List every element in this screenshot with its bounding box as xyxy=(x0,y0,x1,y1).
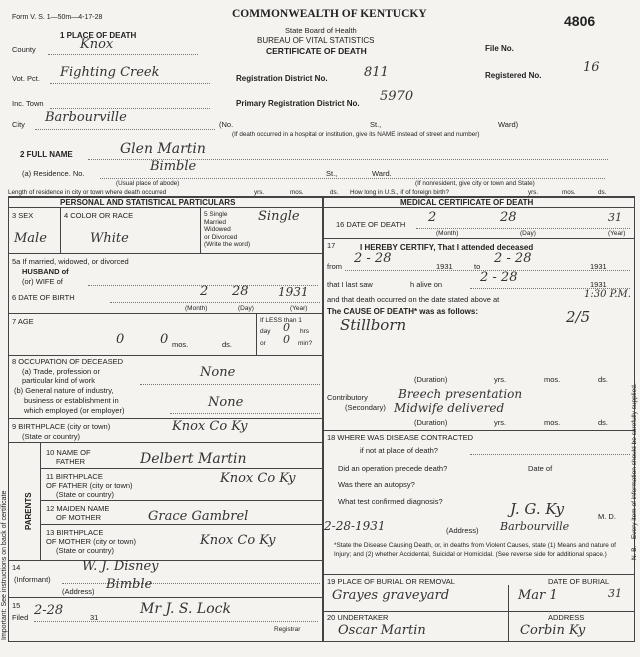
operation-date-label: Date of xyxy=(528,464,553,473)
sex-label: 3 SEX xyxy=(12,211,34,220)
certify-text: I HEREBY CERTIFY, That I attended deceased xyxy=(360,243,534,252)
age-label: 7 AGE xyxy=(12,317,34,326)
vot-pct-value: Fighting Creek xyxy=(60,65,160,80)
occupation-a-label-2: particular kind of work xyxy=(22,376,95,385)
mother-bp-label-2: OF MOTHER (city or town) xyxy=(46,537,137,546)
no-label: (No. xyxy=(219,120,234,129)
to-label: to xyxy=(474,262,481,271)
registered-no-label: Registered No. xyxy=(485,71,542,80)
less-day-label-2: day xyxy=(260,328,271,335)
from-date: 2 - 28 xyxy=(354,251,392,266)
nonresident-note: (If nonresident, give city or town and State) xyxy=(415,180,535,187)
father-label-2: FATHER xyxy=(56,457,86,466)
informant-address: Bimble xyxy=(106,577,153,592)
mother-bp-value: Knox Co Ky xyxy=(200,533,276,548)
full-name-label: 2 FULL NAME xyxy=(20,150,73,159)
length-residence-label: Length of residence in city or town where death occurred xyxy=(8,189,167,196)
filed-num: 15 xyxy=(12,601,21,610)
less-hrs-value: 0 xyxy=(283,321,290,334)
color-value: White xyxy=(90,231,129,246)
reg-district-value: 811 xyxy=(364,65,389,80)
autopsy-label: Was there an autopsy? xyxy=(338,480,415,489)
residence-st: St., xyxy=(326,169,338,178)
informant-value: W. J. Disney xyxy=(82,559,159,574)
mos-label: mos. xyxy=(290,189,304,196)
burial-year: 31 xyxy=(608,587,622,600)
duration-yrs: yrs. xyxy=(494,375,507,384)
how-long-label: How long in U.S., if of foreign birth? xyxy=(350,189,450,196)
last-saw-date: 2 - 28 xyxy=(480,270,518,285)
occupation-value: None xyxy=(200,365,236,380)
spouse-label-3: (or) WIFE of xyxy=(22,277,63,286)
cause-extra: 2/5 xyxy=(566,308,591,326)
q18-sub: if not at place of death? xyxy=(360,446,438,455)
medical-section-title: MEDICAL CERTIFICATE OF DEATH xyxy=(400,198,534,207)
yrs-label: yrs. xyxy=(254,189,265,196)
occupation-b-label-2: business or establishment in xyxy=(24,396,119,405)
min-label: min? xyxy=(298,340,313,347)
inc-town-label: Inc. Town xyxy=(12,99,44,108)
duration-ds-2: ds. xyxy=(598,418,609,427)
ds-label-2: ds. xyxy=(598,189,607,196)
father-bp-label-2: OF FATHER (city or town) xyxy=(46,481,133,490)
contributory-label: Contributory xyxy=(327,393,368,402)
ds-label: ds. xyxy=(330,189,339,196)
physician-signature: J. G. Ky xyxy=(510,500,565,518)
spouse-label-2: HUSBAND of xyxy=(22,267,69,276)
yrs-label-2: yrs. xyxy=(528,189,539,196)
to-date: 2 - 28 xyxy=(494,251,532,266)
birthplace-sub: (State or country) xyxy=(22,432,80,441)
sex-value: Male xyxy=(14,231,47,246)
father-bp-label-1: 11 BIRTHPLACE xyxy=(46,472,103,481)
personal-section-title: PERSONAL AND STATISTICAL PARTICULARS xyxy=(60,198,236,207)
color-label: 4 COLOR OR RACE xyxy=(64,211,134,220)
duration-yrs-2: yrs. xyxy=(494,418,507,427)
dob-year-caption: (Year) xyxy=(290,305,308,312)
residence-label: (a) Residence. No. xyxy=(22,169,85,178)
burial-label: 19 PLACE OF BURIAL OR REMOVAL xyxy=(327,577,455,586)
occupation-b-label: (b) General nature of industry, xyxy=(14,386,114,395)
burial-date-label: DATE OF BURIAL xyxy=(548,577,610,586)
alive-label: h alive on xyxy=(410,280,443,289)
city-label: City xyxy=(12,120,25,129)
registrar-signature: Mr J. S. Lock xyxy=(140,601,231,617)
informant-sub: (Informant) xyxy=(14,575,51,584)
reg-district-label: Registration District No. xyxy=(236,74,328,83)
death-year: 31 xyxy=(608,211,622,224)
duration-mos: mos. xyxy=(544,375,561,384)
contributory-value-2: Midwife delivered xyxy=(394,401,505,415)
birthplace-value: Knox Co Ky xyxy=(172,419,248,434)
md-label: M. D. xyxy=(598,512,616,521)
age-yrs: 0 xyxy=(116,332,125,347)
county-label: County xyxy=(12,45,36,54)
undertaker-name: Oscar Martin xyxy=(338,623,426,638)
age-ds-label: ds. xyxy=(222,340,233,349)
cert-num: 17 xyxy=(327,241,336,250)
hospital-note: (If death occurred in a hospital or institution, give its NAME instead of street and number) xyxy=(232,131,480,138)
file-no-label: File No. xyxy=(485,44,514,53)
dob-month: 2 xyxy=(200,284,209,299)
death-year-caption: (Year) xyxy=(608,230,626,237)
death-month: 2 xyxy=(428,210,437,225)
file-number: 4806 xyxy=(564,13,596,29)
burial-place: Grayes graveyard xyxy=(332,588,450,603)
bureau: BUREAU OF VITAL STATISTICS xyxy=(257,36,375,45)
from-year: 1931 xyxy=(436,262,453,271)
dob-year: 1931 xyxy=(278,285,309,299)
hrs-label: hrs xyxy=(300,328,310,335)
dob-month-caption: (Month) xyxy=(185,305,208,312)
burial-date: Mar 1 xyxy=(518,588,558,603)
mos-label-2: mos. xyxy=(562,189,576,196)
father-label-1: 10 NAME OF xyxy=(46,448,91,457)
q18-label: 18 WHERE WAS DISEASE CONTRACTED xyxy=(327,433,473,442)
father-bp-label-3: (State or country) xyxy=(56,490,114,499)
cause-note: *State the Disease Causing Death, or, in deaths from Violent Causes, state (1) Means and nature of Injury; and (2) whether Accidental, Suicidal or Homicidal. (See reverse side for additional space.) xyxy=(334,542,616,558)
dob-day-caption: (Day) xyxy=(238,305,254,312)
county-value: Knox xyxy=(80,37,114,52)
last-saw-year: 1931 xyxy=(590,280,607,289)
residence-ward: Ward. xyxy=(372,169,392,178)
ward-label: Ward) xyxy=(498,120,519,129)
filed-month: 2-28 xyxy=(34,603,64,618)
certificate-title: CERTIFICATE OF DEATH xyxy=(266,46,367,56)
informant-num: 14 xyxy=(12,563,21,572)
age-mos-label: mos. xyxy=(172,340,189,349)
occupation-label: 8 OCCUPATION OF DECEASED xyxy=(12,357,123,366)
birthplace-label: 9 BIRTHPLACE (city or town) xyxy=(12,422,111,431)
usual-place-note: (Usual place of abode) xyxy=(116,180,180,187)
test-label: What test confirmed diagnosis? xyxy=(338,497,443,506)
mother-bp-label-1: 13 BIRTHPLACE xyxy=(46,528,104,537)
residence-value: Bimble xyxy=(150,159,197,174)
full-name-value: Glen Martin xyxy=(120,141,206,157)
mother-bp-label-3: (State or country) xyxy=(56,546,114,555)
state-board: State Board of Health xyxy=(285,26,357,35)
undertaker-address: Corbin Ky xyxy=(520,623,586,638)
marital-label: 5 Single Married Widowed or Divorced (Write the word) xyxy=(204,211,251,248)
last-saw-label: that I last saw xyxy=(327,280,373,289)
duration-label-2: (Duration) xyxy=(414,418,448,427)
commonwealth-title: COMMONWEALTH OF KENTUCKY xyxy=(232,8,427,20)
registered-number: 16 xyxy=(583,60,600,75)
filed-label: Filed xyxy=(12,613,29,622)
marital-value: Single xyxy=(258,209,300,224)
form-number: Form V. S. 1—50m—4-17-28 xyxy=(12,14,103,21)
undertaker-label: 20 UNDERTAKER xyxy=(327,613,389,622)
signed-date: 2-28-1931 xyxy=(324,519,386,533)
contributory-value: Breech presentation xyxy=(398,387,523,401)
parents-label: PARENTS xyxy=(24,492,33,530)
less-day-label: If LESS than 1 xyxy=(260,317,302,324)
secondary-label: (Secondary) xyxy=(345,403,386,412)
age-mos: 0 xyxy=(160,332,169,347)
or-label: or xyxy=(260,340,266,347)
operation-label: Did an operation precede death? xyxy=(338,464,448,473)
occupation-a-label: (a) Trade, profession or xyxy=(22,367,100,376)
death-day-caption: (Day) xyxy=(520,230,536,237)
vot-pct-label: Vot. Pct. xyxy=(12,74,40,83)
spouse-label-1: 5a If married, widowed, or divorced xyxy=(12,257,129,266)
to-year: 1931 xyxy=(590,262,607,271)
right-margin-note: N. B.—Every item of information should be carefully supplied. xyxy=(631,383,638,560)
cause-label: The CAUSE OF DEATH* was as follows: xyxy=(327,307,478,316)
from-label: from xyxy=(327,262,342,271)
death-month-caption: (Month) xyxy=(436,230,459,237)
death-day: 28 xyxy=(500,210,517,225)
registrar-label: Registrar xyxy=(274,626,301,633)
left-margin-note: Important: See instructions on back of certificate xyxy=(1,490,8,640)
occupation-b-label-3: which employed (or employer) xyxy=(24,406,125,415)
mother-name: Grace Gambrel xyxy=(148,509,249,524)
city-value: Barbourville xyxy=(45,110,127,125)
cause-value: Stillborn xyxy=(340,316,407,334)
duration-ds: ds. xyxy=(598,375,609,384)
duration-label: (Duration) xyxy=(414,375,448,384)
st-label: St., xyxy=(370,120,382,129)
father-bp-value: Knox Co Ky xyxy=(220,471,296,486)
informant-address-label: (Address) xyxy=(62,587,95,596)
occurred-text: and that death occurred on the date stated above at xyxy=(327,295,500,304)
primary-reg-label: Primary Registration District No. xyxy=(236,99,360,108)
dob-label: 6 DATE OF BIRTH xyxy=(12,293,75,302)
duration-mos-2: mos. xyxy=(544,418,561,427)
primary-reg-value: 5970 xyxy=(380,89,414,104)
death-time: 1:30 P.M. xyxy=(584,289,631,300)
physician-address: Barbourville xyxy=(500,520,570,533)
date-of-death-label: 16 DATE OF DEATH xyxy=(336,220,406,229)
undertaker-address-label: ADDRESS xyxy=(548,613,585,622)
less-min-value: 0 xyxy=(283,333,290,346)
mother-label-1: 12 MAIDEN NAME xyxy=(46,504,110,513)
mother-label-2: OF MOTHER xyxy=(56,513,101,522)
dob-day: 28 xyxy=(232,284,249,299)
father-name: Delbert Martin xyxy=(140,451,247,467)
physician-address-label: (Address) xyxy=(446,526,479,535)
filed-year: 31 xyxy=(90,613,99,622)
place-of-death-heading: 1 PLACE OF DEATH xyxy=(60,31,137,40)
occupation-b-value: None xyxy=(208,395,244,410)
